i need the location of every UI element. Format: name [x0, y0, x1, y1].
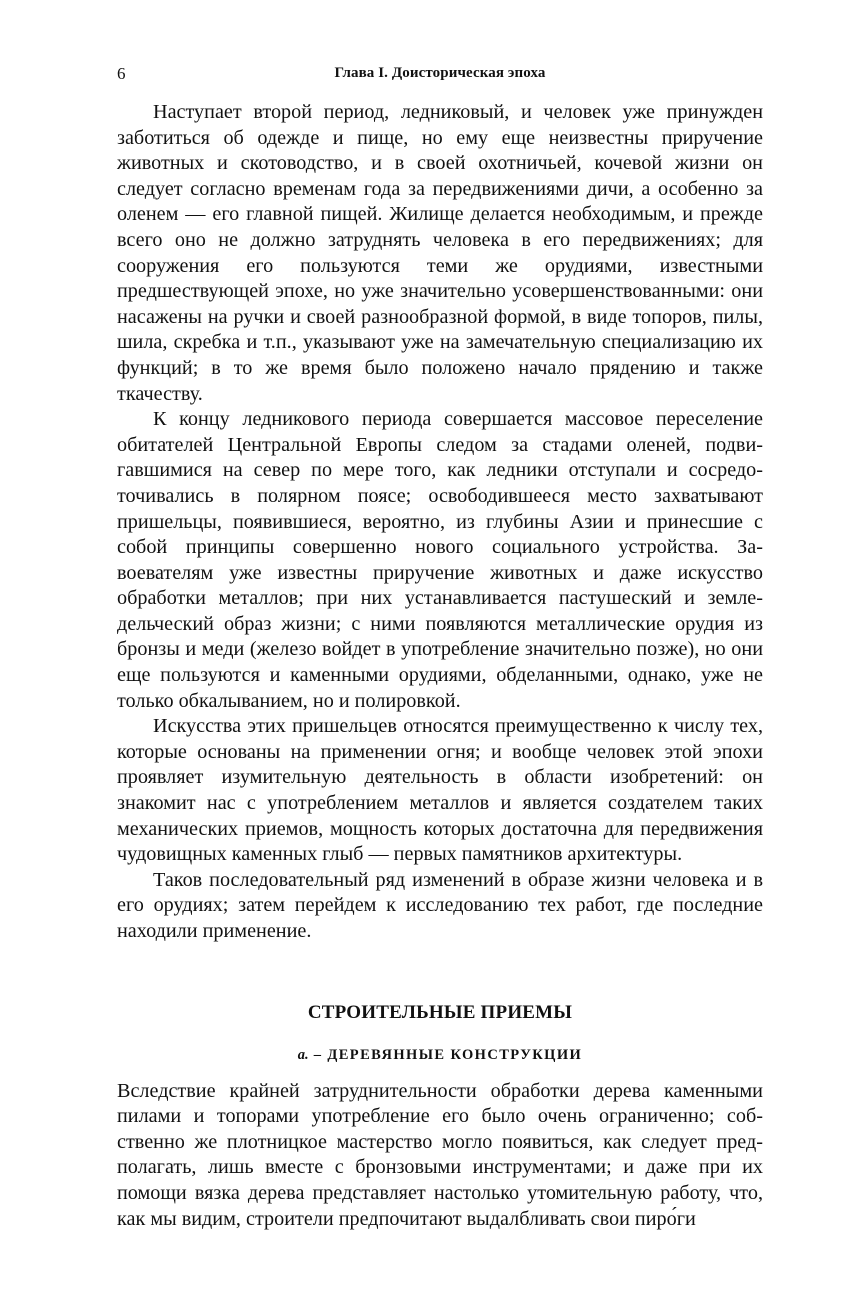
subsection-name: – ДЕРЕВЯННЫЕ КОНСТРУКЦИИ	[313, 1046, 583, 1063]
running-head	[117, 60, 763, 88]
book-page	[117, 60, 763, 1232]
section-title: СТРОИТЕЛЬНЫЕ ПРИЕМЫ	[307, 1001, 573, 1023]
body-text	[117, 100, 763, 945]
subsection-letter: a.	[297, 1046, 309, 1063]
paragraph-summary: Таков последовательный ряд изменений в образе жизни человека и в его орудиях; затем перейдем к исследованию тех работ, где последние находили применение.	[117, 868, 763, 942]
paragraph-migration: К концу ледникового периода совершается массовое переселение обитателей Центральной Европы следом за стадами оленей, подвигавшимися на север по мере того, как ледники отступали и сосредоточивались в полярном поясе; освободившееся место захватывают пришельцы, появившиеся, вероятно, из глубины Азии и принесшие с собой принципы совершенно нового социального устройства. Завоевателям уже известны приручение животных и даже искусство обработки металлов; при них устанавливается пастушеский и земледельческий образ жизни; с ними появляются металлические орудия из бронзы и меди (железо войдет в употребление значительно позже), но они еще пользуются и каменными орудиями, обделанными, однако, уже не только обкалыванием, но и полировкой.	[117, 408, 763, 712]
page-number: 6	[117, 64, 126, 83]
paragraph-arts: Искусства этих пришельцев относятся преимущественно к числу тех, которые основаны на применении огня; и вообще человек этой эпохи проявляет изумительную деятельность в области изобретений: он знакомит нас с употреблением металлов и является создателем таких механических приемов, мощность которых достаточна для передвижения чудовищных каменных глыб — первых памятников архитектуры.	[117, 715, 763, 866]
paragraph-wooden-constructions: Вследствие крайней затруднительности обработки дерева каменными пилами и топорами употребление его было очень ограниченно; собственно же плотницкое мастерство могло появиться, как следует предполагать, лишь вместе с бронзовыми инструментами; и даже при их помощи вязка дерева представляет настолько утомительную работу, что, как мы видим, строители предпочитают выдалбливать свои пиро́ги	[117, 1079, 763, 1230]
paragraph-second-period: Наступает второй период, ледниковый, и человек уже принужден заботиться об одежде и пище, но ему еще неизвестны приручение животных и скотоводство, и в своей охотничьей, кочевой жизни он следует согласно временам года за передвижениями дичи, а особенно за оленем — его главной пищей. Жилище делается необходимым, и прежде всего оно не должно затруднять человека в его передвижениях; для сооружения его пользуются теми же орудиями, известными предшествующей эпохе, но уже значительно усовершенствованными: они насажены на ручки и своей разнообразной формой, в виде топоров, пилы, шила, скребка и т.п., указывают уже на замечательную специализацию их функций; в то же время было положено начало прядению и также ткачеству.	[117, 101, 763, 405]
chapter-title: Глава I. Доисторическая эпоха	[334, 65, 546, 81]
subsection-title	[117, 1045, 763, 1065]
